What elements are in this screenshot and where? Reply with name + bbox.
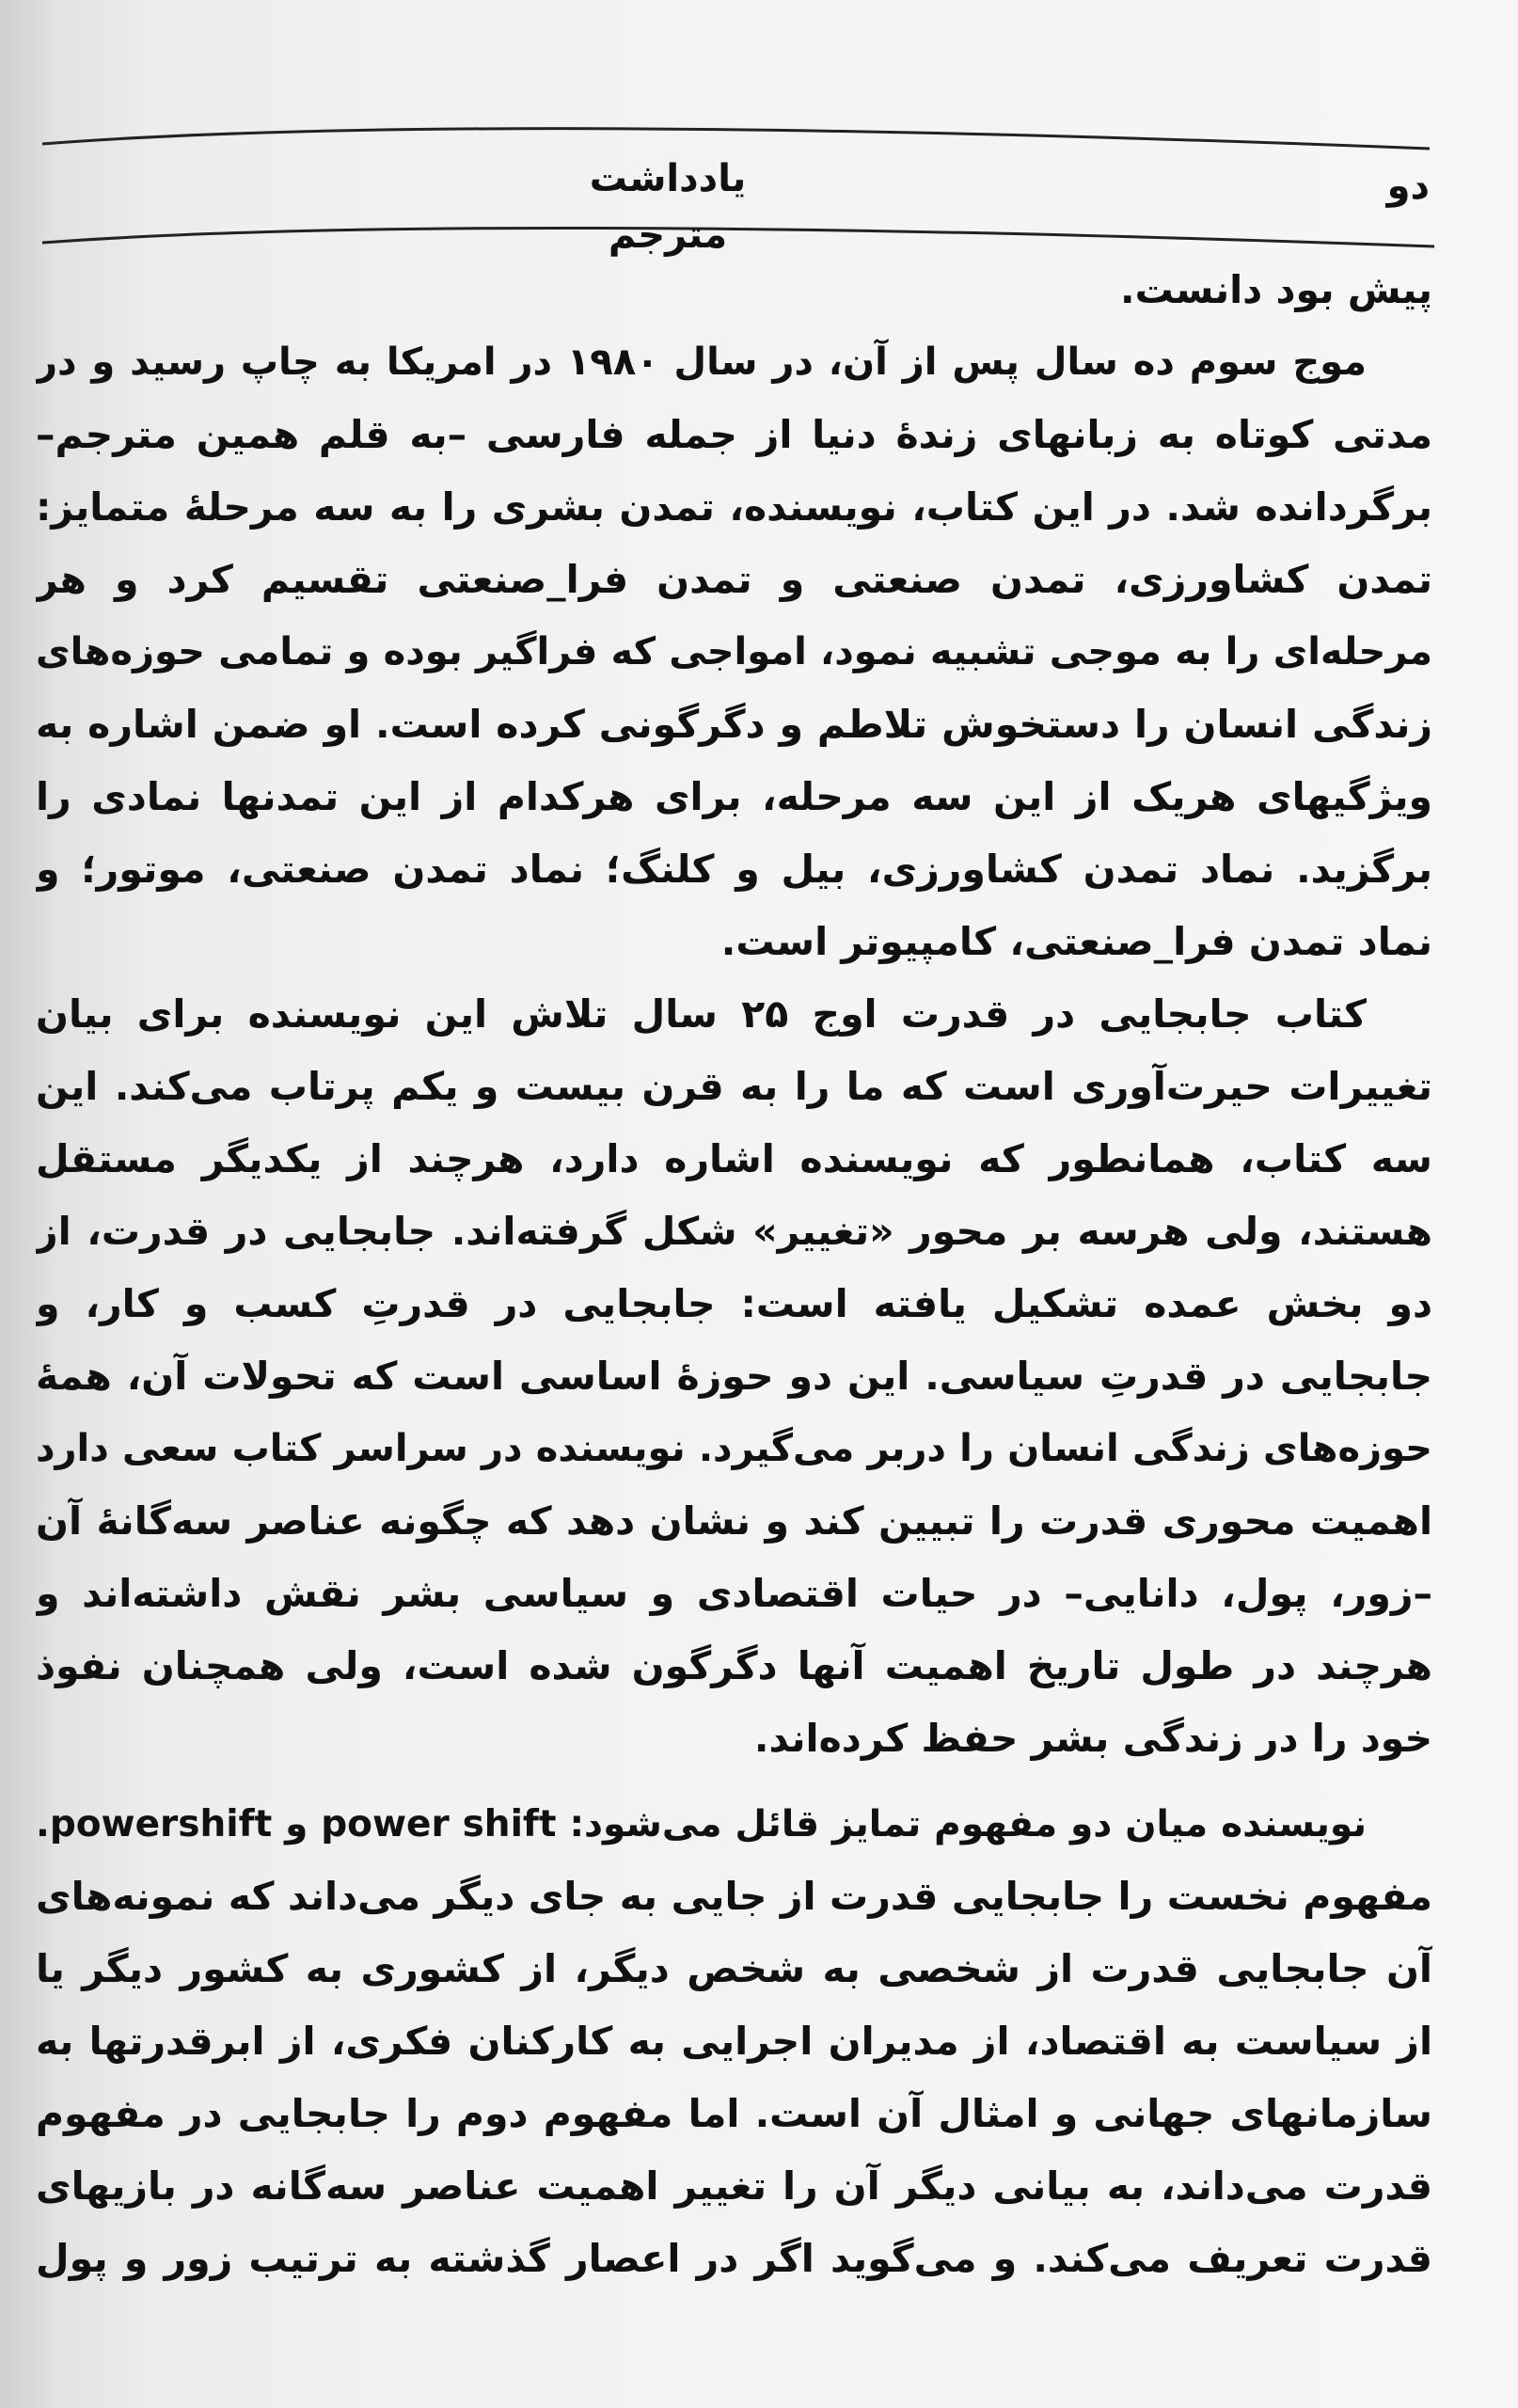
text-line: سازمانهای جهانی و امثال آن است. اما مفهوم دوم را جابجایی در مفهوم (36, 2091, 1432, 2136)
text-line: مدتی کوتاه به زبانهای زندهٔ دنیا از جمله فارسی –به قلم همین مترجم– (36, 412, 1432, 457)
text-line: حوزه‌های زندگی انسان را دربر می‌گیرد. نویسنده در سراسر کتاب سعی دارد (36, 1427, 1432, 1470)
running-header-title: یادداشت مترجم (589, 157, 747, 257)
text-line: قدرت تعریف می‌کند. و می‌گوید اگر در اعصار گذشته به ترتیب زور و پول (36, 2236, 1432, 2281)
text-line: برگزید. نماد تمدن کشاورزی، بیل و کلنگ؛ نماد تمدن صنعتی، موتور؛ و (36, 847, 1432, 892)
text-line: زندگی انسان را دستخوش تلاطم و دگرگونی کرده است. او ضمن اشاره به (36, 702, 1432, 747)
text-line: کتاب جابجایی در قدرت اوج ۲۵ سال تلاش این نویسنده برای بیان (36, 991, 1367, 1037)
text-line: خود را در زندگی بشر حفظ کرده‌اند. (753, 1716, 1432, 1761)
text-line: موج سوم ده سال پس از آن، در سال ۱۹۸۰ در امریکا به چاپ رسید و در (36, 341, 1368, 384)
text-line: از سیاست به اقتصاد، از مدیران اجرایی به کارکنان فکری، از ابرقدرتها به (36, 2019, 1432, 2064)
text-line: اهمیت محوری قدرت را تبیین کند و نشان دهد که چگونه عناصر سه‌گانهٔ آن (36, 1498, 1432, 1544)
text-line: جابجایی در قدرتِ سیاسی. این دو حوزهٔ اساسی است که تحولات آن، همهٔ (36, 1354, 1432, 1399)
text-line: مفهوم نخست را جابجایی قدرت از جایی به جای دیگر می‌داند که نمونه‌های (36, 1874, 1432, 1919)
text-line: تغییرات حیرت‌آوری است که ما را به قرن بیست و یکم پرتاب می‌کند. این (36, 1064, 1432, 1109)
body-text (36, 254, 1432, 2295)
text-line: دو بخش عمده تشکیل یافته است: جابجایی در قدرتِ کسب و کار، و (36, 1281, 1432, 1326)
text-line: نویسنده میان دو مفهوم تمایز قائل می‌شود: power shift و powershift. (36, 1803, 1367, 1846)
text-line: هستند، ولی هرسه بر محور «تغییر» شکل گرفته‌اند. جابجایی در قدرت، از (36, 1209, 1432, 1254)
text-line: قدرت می‌داند، به بیانی دیگر آن را تغییر اهمیت عناصر سه‌گانه در بازیهای (36, 2163, 1432, 2209)
text-line: سه کتاب، همانطور که نویسنده اشاره دارد، هرچند از یکدیگر مستقل (36, 1136, 1432, 1181)
text-line: مرحله‌ای را به موجی تشبیه نمود، امواجی که فراگیر بوده و تمامی حوزه‌های (36, 630, 1432, 673)
text-line: هرچند در طول تاریخ اهمیت آنها دگرگون شده است، ولی همچنان نفوذ (36, 1643, 1432, 1688)
text-line: برگردانده شد. در این کتاب، نویسنده، تمدن بشری را به سه مرحلهٔ متمایز: (36, 484, 1432, 530)
text-line: پیش بود دانست. (1120, 267, 1432, 312)
text-line: –زور، پول، دانایی– در حیات اقتصادی و سیاسی بشر نقش داشته‌اند و (36, 1571, 1432, 1616)
text-line: آن جابجایی قدرت از شخصی به شخص دیگر، از کشوری به کشور دیگر یا (36, 1946, 1432, 1991)
page-number: دو (1386, 165, 1430, 208)
text-line: تمدن کشاورزی، تمدن صنعتی و تمدن فرا_صنعتی تقسیم کرد و هر (36, 557, 1432, 602)
text-line: نماد تمدن فرا_صنعتی، کامپیوتر است. (720, 919, 1432, 964)
text-line: ویژگیهای هریک از این سه مرحله، برای هرکدام از این تمدنها نمادی را (36, 774, 1432, 819)
header-top-rule (42, 129, 1430, 149)
